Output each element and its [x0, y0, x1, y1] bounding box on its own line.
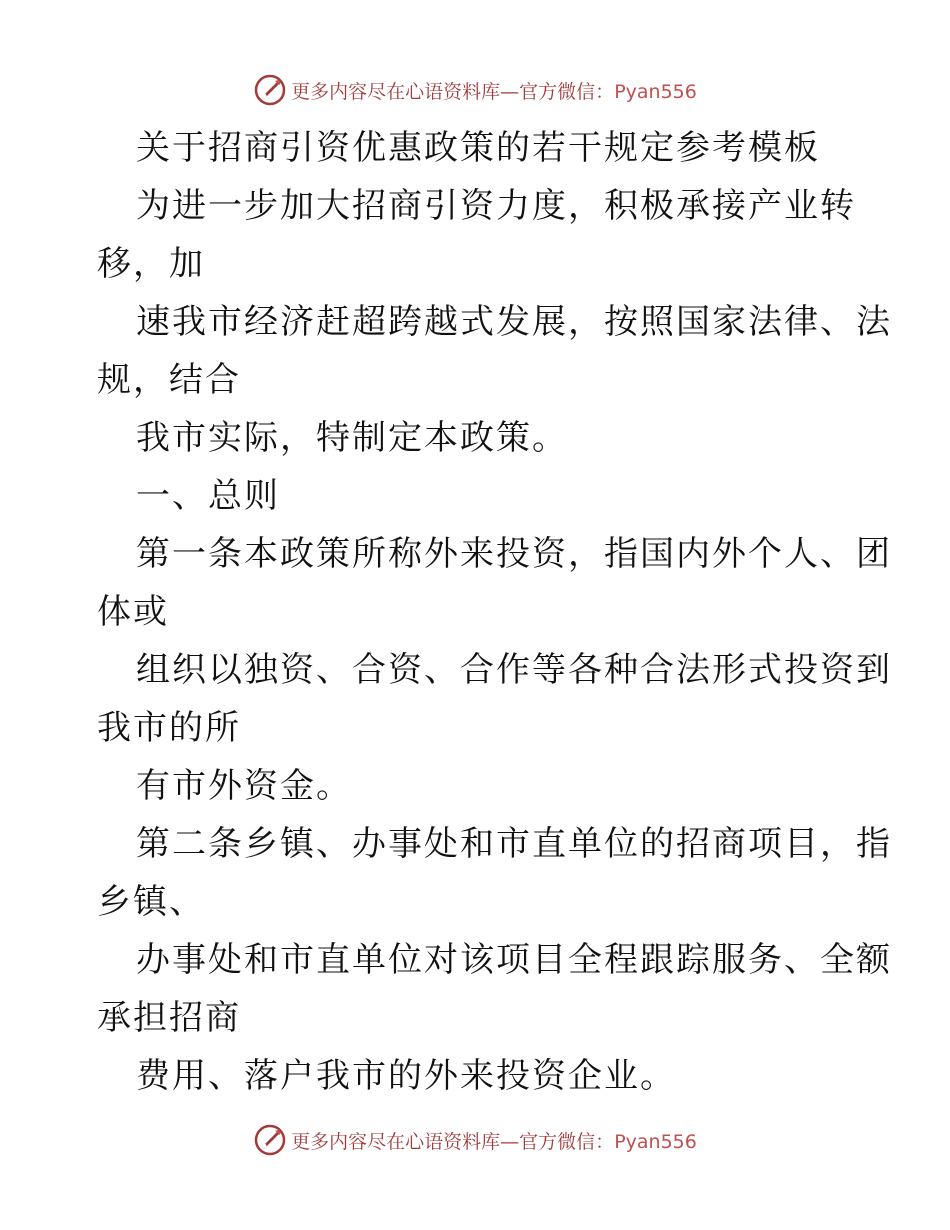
paragraph-line: 为进一步加大招商引资力度，积极承接产业转: [136, 186, 856, 226]
quill-logo-icon: [253, 1123, 287, 1157]
footer-watermark: [0, 1120, 950, 1160]
paragraph-line: 乡镇、: [97, 882, 205, 922]
paragraph-line: 第二条乡镇、办事处和市直单位的招商项目，指: [136, 824, 892, 864]
document-title: 关于招商引资优惠政策的若干规定参考模板: [136, 128, 820, 168]
paragraph-line: 规，结合: [97, 360, 241, 400]
paragraph-line: 体或: [97, 592, 169, 632]
quill-logo-icon: [253, 73, 287, 107]
watermark-text: 更多内容尽在心语资料库—官方微信：Pyan556: [291, 1130, 697, 1153]
paragraph-line: 承担招商: [97, 998, 241, 1038]
paragraph-line: 费用、落户我市的外来投资企业。: [136, 1056, 676, 1096]
paragraph-line: 我市实际，特制定本政策。: [136, 418, 568, 458]
paragraph-line: 组织以独资、合资、合作等各种合法形式投资到: [136, 650, 892, 690]
watermark-text: 更多内容尽在心语资料库—官方微信：Pyan556: [291, 80, 697, 103]
header-watermark: [0, 70, 950, 110]
paragraph-line: 有市外资金。: [136, 766, 352, 806]
paragraph-line: 我市的所: [97, 708, 241, 748]
paragraph-line: 速我市经济赶超跨越式发展，按照国家法律、法: [136, 302, 892, 342]
paragraph-line: 第一条本政策所称外来投资，指国内外个人、团: [136, 534, 892, 574]
paragraph-line: 移，加: [97, 244, 205, 284]
section-heading: 一、总则: [136, 476, 280, 516]
paragraph-line: 办事处和市直单位对该项目全程跟踪服务、全额: [136, 940, 892, 980]
